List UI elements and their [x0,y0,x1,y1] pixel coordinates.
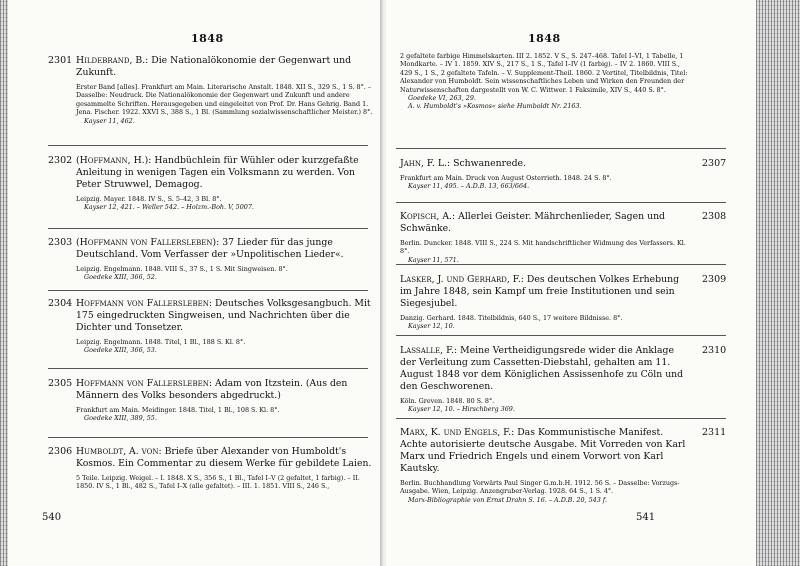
entry-title: Schwanenrede. [453,158,526,169]
entry-details: Köln. Greven. 1848. 80 S. 8°. [400,397,495,405]
entry-author: Jahn, F. L.: [400,158,451,169]
entry-refs: Kayser 11, 462. [84,116,135,125]
entry-details: Danzig. Gerhard. 1848. Titelbildnis, 640 S., 17 weitere Bildnisse. 8°. [400,314,623,322]
entry-number: 2311 [702,427,727,438]
entry-author: Hildebrand, B.: [76,55,149,66]
entry-number: 2309 [702,274,727,285]
entry-2306 [18,446,372,491]
entry-refs: Goedeke XIII, 389, 55. [84,414,157,423]
entry-refs: Kayser 12, 10. [408,322,455,331]
entry-author: (Hoffmann von Fallersleben): [76,237,220,248]
separator-rule [48,145,368,146]
entry-details: 5 Teile. Leipzig. Weigel. – I. 1848. X S., 356 S., 1 Bl., Tafel I–V (2 gefaltet, 1 farbig). – II. 1850. IV S., 1 Bl., 482 S., Tafel I–X (alle gefaltet). – III. 1. 1851. VIII S., 246 S., [76,474,360,491]
entry-refs: Goedeke XIII, 366, 52. [84,273,157,282]
entry-details: 2 gefaltete farbige Himmelskarten. III 2. 1852. V S., S. 247–468. Tafel I–VI, 1 Tabelle, 1 Mondkarte. – IV 1. 1859. XIV S., 217 S., 1 S., Tafel I–IV (1 farbig). – IV 2. 1860. VIII S., 429 S., 1 S., 2 gefaltete Tafeln. – V. Supplement-Theil. 1860. 2 Vortitel, Titelbildnis, Titel: Alexander von Humboldt. Sein wissenschaftliches Leben und Wirken den Freunden der Naturwissenschaften dargestellt von W. C. Wittwer. 1 Faksimile, XIV S., 440 S. 8°. [400,52,688,94]
entry-details: Frankfurt am Main. Meidinger. 1848. Titel, 1 Bl., 108 S. Kl. 8°. [76,406,280,414]
entry-number: 2301 [48,55,73,66]
scan-edge-right [756,0,800,566]
entry-number: 2306 [48,446,73,457]
entry-title: Allerlei Geister. Mährchenlieder, Sagen und Schwänke. [400,211,666,234]
entry-title: Adam von Itzstein. (Aus den Männern des Volks besonders abgedruckt.) [76,378,348,401]
entry-details: Frankfurt am Main. Druck von August Osterrieth. 1848. 24 S. 8°. [400,174,612,182]
entry-number: 2302 [48,155,73,166]
separator-rule [396,264,726,265]
entry-2311 [398,427,748,504]
entry-author: Hoffmann von Fallersleben: [76,298,212,309]
entry-title: 37 Lieder für das junge Deutschland. Vom Verfasser der »Unpolitischen Lieder«. [76,237,344,260]
separator-rule [48,437,368,438]
entry-2309 [398,274,748,331]
entry-author: Lassalle, F.: [400,345,458,356]
right-page-year: 1848 [528,32,561,45]
entry-details: Berlin. Buchhandlung Vorwärts Paul Singer G.m.b.H. 1912. 56 S. – Dasselbe: Vorzugs-Ausgabe. Wien, Leipzig. Anzengruber-Verlag. 1928. 64 S., 1 S. 4°. [400,479,680,496]
separator-rule [48,290,368,291]
entry-author: Lasker, J. und Gerhard, F.: [400,274,524,285]
entry-details: Leipzig. Mayer. 1848. IV S., S. 5–42, 3 Bl. 8°. [76,195,222,203]
entry-details: Leipzig. Engelmann. 1848. VIII S., 37 S., 1 S. Mit Singweisen. 8°. [76,265,288,273]
entry-2308 [398,211,748,264]
entry-title: Briefe über Alexander von Humboldt's Kosmos. Ein Commentar zu diesem Werke für gebildete Laien. [76,446,372,469]
entry-2306-continuation [398,52,748,111]
left-page-year: 1848 [191,32,224,45]
entry-2310 [398,345,748,414]
entry-title: Handbüchlein für Wühler oder kurzgefaßte Anleitung in wenigen Tagen ein Volksmann zu werden. Von Peter Struwwel, Demagog. [76,155,359,190]
entry-2302 [18,155,368,212]
separator-rule [396,202,726,203]
entry-refs: Marx-Bibliographie von Ernst Drahn S. 16. – A.D.B. 20, 543 f. [408,495,607,504]
left-page [8,0,384,566]
entry-2304 [18,298,371,355]
separator-rule [396,418,726,419]
entry-refs: A. v. Humboldt's »Kosmos« siehe Humboldt Nr. 2163. [408,102,582,111]
entry-details: Leipzig. Engelmann. 1848. Titel, 1 Bl., 188 S. Kl. 8°. [76,338,246,346]
entry-refs: Goedeke VI, 263, 29. [408,94,476,103]
entry-number: 2304 [48,298,73,309]
entry-number: 2308 [702,211,727,222]
entry-author: Hoffmann von Fallersleben: [76,378,212,389]
scan-edge-left [0,0,8,566]
separator-rule [48,228,368,229]
entry-author: Kopisch, A.: [400,211,456,222]
entry-refs: Kayser 11, 571. [408,255,459,264]
entry-author: (Hoffmann, H.): [76,155,152,166]
entry-title: Das Kommunistische Manifest. Achte autorisierte deutsche Ausgabe. Mit Vorreden von Karl Marx und Friedrich Engels und einem Vorwort von Karl Kautsky. [400,427,686,474]
entry-refs: Goedeke XIII, 366, 53. [84,346,157,355]
entry-title: Die Nationalökonomie der Gegenwart und Zukunft. [76,55,352,78]
entry-refs: Kayser 12, 421. – Weller 542. – Holzm.-Boh. V, 5007. [84,203,254,212]
left-page-number: 540 [42,512,62,523]
entry-title: Des deutschen Volkes Erhebung im Jahre 1848, sein Kampf um freie Institutionen und sein Siegesjubel. [400,274,680,309]
entry-number: 2303 [48,237,73,248]
entry-2301 [18,55,373,125]
entry-refs: Kayser 11, 495. – A.D.B. 13, 663/664. [408,182,530,191]
entry-2303 [18,237,368,282]
entry-details: Berlin. Duncker. 1848. VIII S., 224 S. Mit handschriftlicher Widmung des Verfassers. Kl. 8°. [400,239,686,256]
entry-refs: Kayser 12, 10. – Hirschberg 369. [408,405,515,414]
separator-rule [396,148,726,149]
right-page [386,0,756,566]
entry-number: 2307 [702,158,727,169]
entry-2307 [398,158,748,191]
entry-number: 2310 [702,345,727,356]
separator-rule [396,335,726,336]
entry-author: Humboldt, A. von: [76,446,162,457]
entry-details: Erster Band [alles]. Frankfurt am Main. Literarische Anstalt. 1848. XII S., 329 S., 1 S. 8°. – Dasselbe: Neudruck. Die Nationalökonomie der Gegenwart und Zukunft und andere gesammelte Schriften. Herausgegeben und eingeleitet von Prof. Dr. Hans Gehrig. Band 1. Jena. Fischer. 1922. XXVI S., 388 S., 1 Bl. (Sammlung sozialwissenschaftlicher Meister.) 8°. [76,83,373,117]
entry-title: Meine Vertheidigungsrede wider die Anklage der Verleitung zum Cassetten-Diebstahl, gehalten am 11. August 1848 vor dem Königlichen Assissenhofe zu Cöln und den Geschworenen. [400,345,684,392]
right-page-number: 541 [636,512,656,523]
entry-title: Deutsches Volksgesangbuch. Mit 175 eingedruckten Singweisen, und Nachrichten über die Dichter und Tonsetzer. [76,298,371,333]
entry-author: Marx, K. und Engels, F.: [400,427,515,438]
separator-rule [48,368,368,369]
entry-2305 [18,378,368,423]
entry-number: 2305 [48,378,73,389]
